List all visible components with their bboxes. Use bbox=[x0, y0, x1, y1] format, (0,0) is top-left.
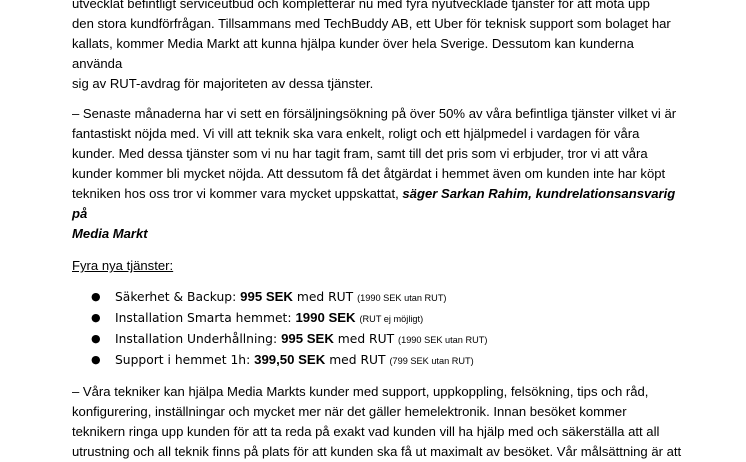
services-list bbox=[72, 287, 682, 371]
closing-paragraph bbox=[72, 382, 682, 462]
intro-line-2: den stora kundförfrågan. Tillsammans med TechBuddy AB, ett Uber för teknisk support som bolaget har bbox=[72, 16, 671, 31]
quote-attribution-company: Media Markt bbox=[72, 226, 148, 241]
intro-line-3: kallats, kommer Media Markt att kunna hjälpa kunder över hela Sverige. Dessutom kan kunderna använda bbox=[72, 36, 634, 71]
service-rut: med RUT bbox=[337, 332, 395, 346]
quote-line-5: tekniken hos oss tror vi kommer vara mycket uppskattat, bbox=[72, 186, 399, 201]
quote-attribution: säger Sarkan Rahim, kundrelationsansvarig på bbox=[72, 186, 676, 221]
quote-line-1: – Senaste månaderna har vi sett en försäljningsökning på över 50% av våra befintliga tjänster vilket vi är bbox=[72, 106, 677, 121]
service-name: Säkerhet & Backup: bbox=[115, 290, 237, 304]
service-price: 399,50 SEK bbox=[254, 352, 326, 367]
bullet-icon: ● bbox=[91, 290, 101, 303]
closing-line-1: – Våra tekniker kan hjälpa Media Markts kunder med support, uppkoppling, felsökning, tips och råd, bbox=[72, 384, 649, 399]
service-name: Installation Underhållning: bbox=[115, 332, 278, 346]
service-price: 1990 SEK bbox=[295, 310, 356, 325]
service-note: (1990 SEK utan RUT) bbox=[357, 293, 447, 303]
service-name: Support i hemmet 1h: bbox=[115, 353, 251, 367]
service-note: (1990 SEK utan RUT) bbox=[398, 335, 488, 345]
service-item bbox=[72, 350, 682, 371]
service-name: Installation Smarta hemmet: bbox=[115, 311, 292, 325]
bullet-icon: ● bbox=[91, 353, 101, 366]
intro-line-1: utvecklat befintligt serviceutbud och kompletterar nu med fyra nyutvecklade tjänster för att möta upp bbox=[72, 0, 650, 11]
service-item bbox=[72, 287, 682, 308]
bullet-icon: ● bbox=[91, 332, 101, 345]
service-rut: med RUT bbox=[329, 353, 386, 367]
quote-line-4: kunder kommer bli mycket nöjda. Att dessutom få det åtgärdat i hemmet även om kunden inte har köpt bbox=[72, 166, 666, 181]
service-item bbox=[72, 308, 682, 329]
quote-line-2: fantastiskt nöjda med. Vi vill att teknik ska vara enkelt, roligt och ett hjälpmedel i vardagen för våra bbox=[72, 126, 640, 141]
bullet-icon: ● bbox=[91, 311, 101, 324]
service-note: (799 SEK utan RUT) bbox=[389, 356, 474, 366]
service-item bbox=[72, 329, 682, 350]
quote-line-3: kunder. Med dessa tjänster som vi nu har tagit fram, samt till det pris som vi erbjuder, tror vi att våra bbox=[72, 146, 648, 161]
service-price: 995 SEK bbox=[240, 289, 293, 304]
intro-line-4: sig av RUT-avdrag för majoriteten av dessa tjänster. bbox=[72, 76, 374, 91]
service-price: 995 SEK bbox=[281, 331, 334, 346]
quote-paragraph bbox=[72, 104, 682, 244]
document-page bbox=[72, 0, 682, 462]
closing-line-2: konfigurering, inställningar och mycket mer när det gäller hemelektronik. Innan besöket kommer bbox=[72, 404, 627, 419]
service-note: (RUT ej möjligt) bbox=[359, 314, 424, 324]
intro-paragraph bbox=[72, 0, 682, 94]
closing-line-4: utrustning och all teknik finns på plats för att kunden ska få ut maximalt av besöket. Vår målsättning är att bbox=[72, 444, 682, 459]
closing-line-3: teknikern ringa upp kunden för att ta reda på exakt vad kunden vill ha hjälp med och säkerställa att all bbox=[72, 424, 660, 439]
service-rut: med RUT bbox=[296, 290, 354, 304]
services-heading: Fyra nya tjänster: bbox=[72, 258, 174, 273]
